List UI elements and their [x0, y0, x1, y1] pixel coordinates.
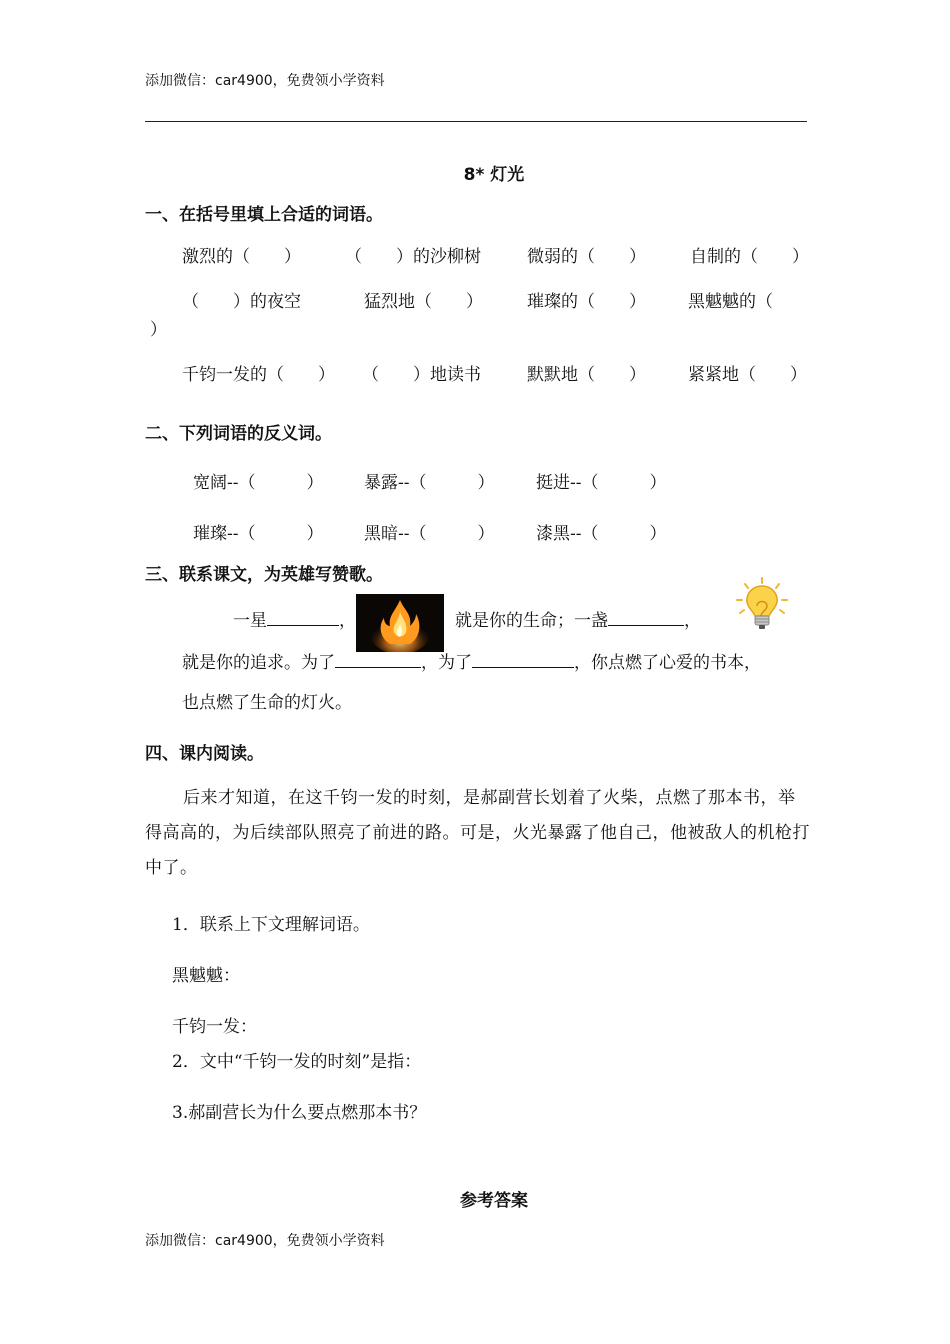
- s1-item: 黑魆魆的（: [688, 292, 773, 312]
- reading-passage: 后来才知道，在这千钧一发的时刻，是郝副营长划着了火柴，点燃了那本书，举得高高的，为后续部队照亮了前进的路。可是，火光暴露了他自己，他被敌人的机枪打中了。: [145, 788, 810, 878]
- s2-item: 挺进--（ ）: [536, 473, 667, 493]
- s1-item: 微弱的（ ）: [527, 247, 646, 267]
- lightbulb-icon: [733, 576, 791, 632]
- s2-item: 璀璨--（ ）: [193, 524, 324, 544]
- section1-heading: 一、在括号里填上合适的词语。: [145, 205, 383, 225]
- s1-item: 默默地（ ）: [527, 365, 646, 385]
- answer-blank[interactable]: [335, 649, 421, 668]
- answer-blank[interactable]: [472, 649, 574, 668]
- page-title: 8* 灯光: [463, 165, 525, 185]
- answer-blank[interactable]: [608, 607, 684, 626]
- s1-item: 千钧一发的（ ）: [182, 365, 335, 385]
- fire-image: [356, 594, 444, 652]
- section2-heading: 二、下列词语的反义词。: [145, 424, 332, 444]
- question-1: 1．联系上下文理解词语。: [172, 915, 370, 935]
- s2-item: 宽阔--（ ）: [193, 473, 324, 493]
- s1-item: 紧紧地（ ）: [688, 365, 807, 385]
- s1-item: （ ）的沙柳树: [345, 247, 481, 267]
- question-2: 2．文中“千钧一发的时刻”是指：: [172, 1052, 422, 1072]
- header-divider: [145, 121, 807, 122]
- s1-item-wrap: ）: [150, 320, 167, 340]
- answer-title: 参考答案: [460, 1191, 528, 1211]
- section4-heading: 四、课内阅读。: [145, 744, 264, 764]
- s2-item: 黑暗--（ ）: [364, 524, 495, 544]
- header-note: 添加微信：car4900，免费领小学资料: [145, 73, 385, 89]
- question-1b: 千钧一发：: [172, 1017, 257, 1037]
- section3-heading: 三、联系课文，为英雄写赞歌。: [145, 565, 383, 585]
- s2-item: 漆黑--（ ）: [536, 524, 667, 544]
- s2-item: 暴露--（ ）: [364, 473, 495, 493]
- s3-line1-start: 一星 ，: [233, 606, 356, 631]
- s3-line3: 也点燃了生命的灯火。: [182, 693, 352, 713]
- s1-item: 璀璨的（ ）: [527, 292, 646, 312]
- s1-item: （ ）地读书: [362, 365, 481, 385]
- s1-item: 猛烈地（ ）: [364, 292, 483, 312]
- answer-blank[interactable]: [267, 607, 339, 626]
- s1-item: 自制的（ ）: [690, 247, 809, 267]
- s1-item: （ ）的夜空: [182, 292, 301, 312]
- s3-line2: 就是你的追求。为了 ，为了 ，你点燃了心爱的书本，: [182, 648, 761, 673]
- s3-line1-end: 就是你的生命；一盏 ，: [455, 606, 701, 631]
- question-1a: 黑魆魆：: [172, 966, 240, 986]
- footer-note: 添加微信：car4900，免费领小学资料: [145, 1233, 385, 1249]
- s1-item: 激烈的（ ）: [182, 247, 301, 267]
- question-3: 3.郝副营长为什么要点燃那本书？: [172, 1103, 427, 1123]
